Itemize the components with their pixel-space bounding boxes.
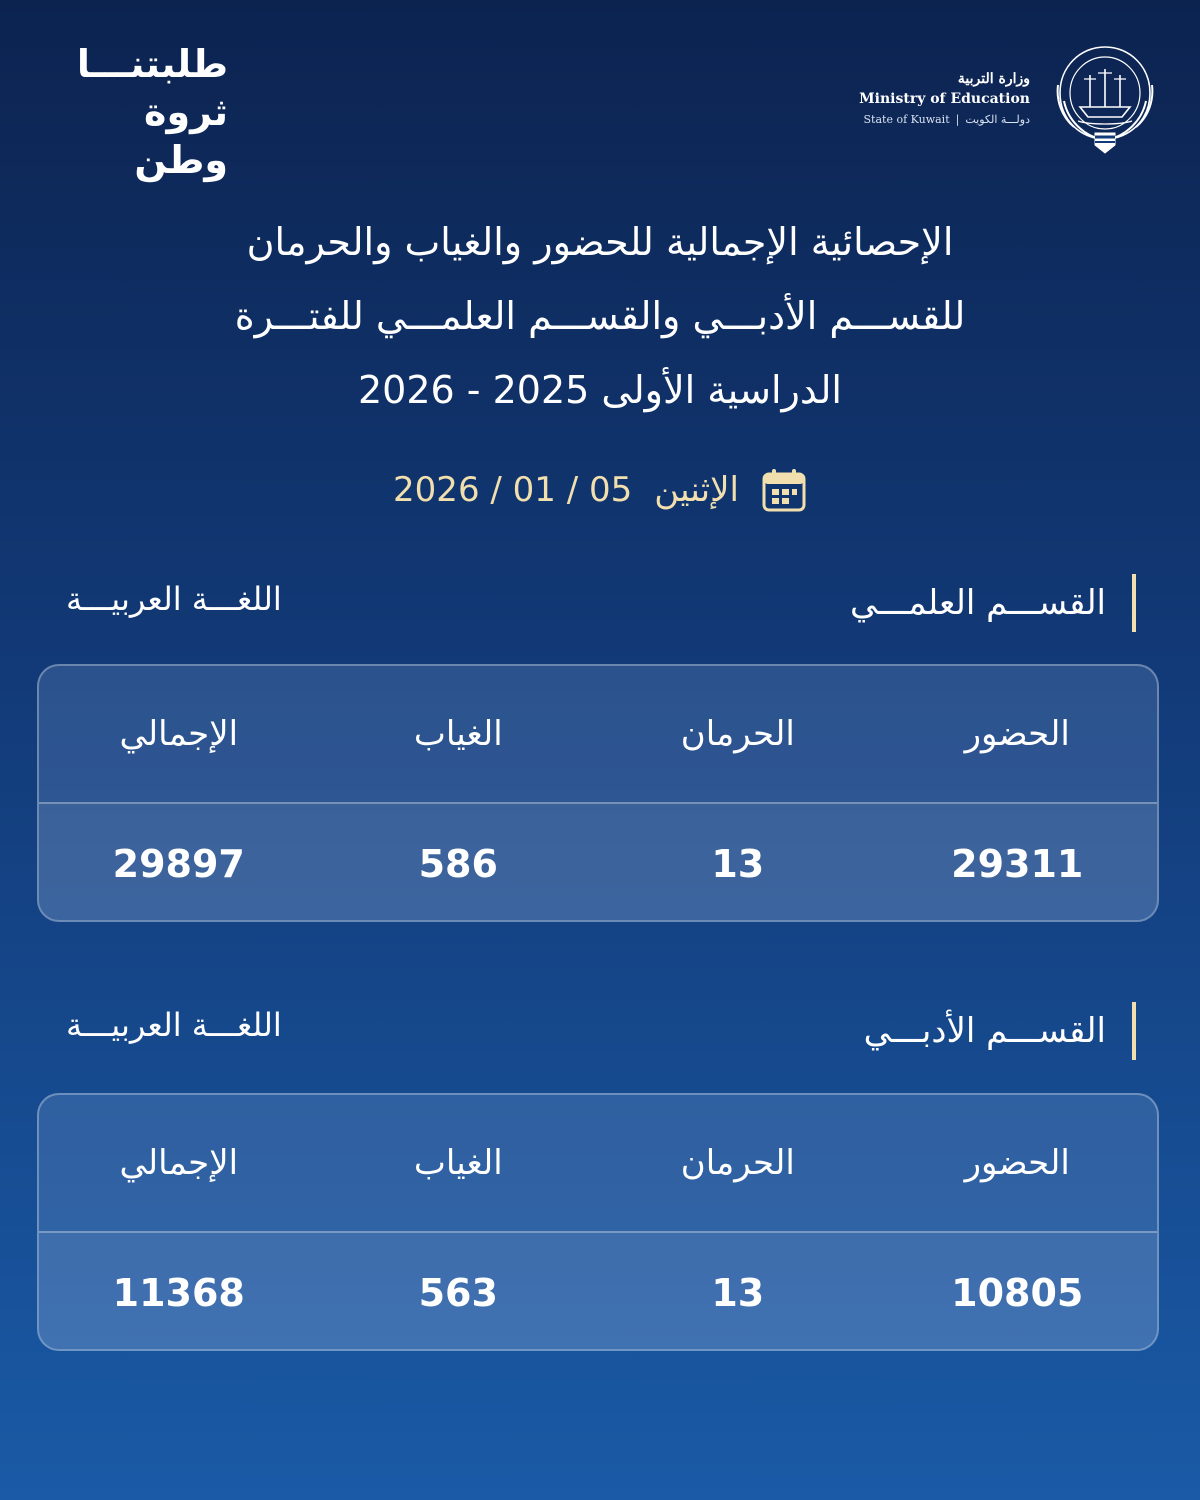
state-name-en: State of Kuwait <box>863 112 950 126</box>
header-absence: الغياب <box>413 714 503 754</box>
date-row <box>0 462 1200 518</box>
header-total: الإجمالي <box>119 1143 239 1183</box>
slogan-line-1: طلبتنـــا <box>76 42 228 86</box>
ministry-text <box>859 71 1030 126</box>
value-total: 29897 <box>112 842 245 886</box>
header-attendance: الحضور <box>964 1143 1070 1183</box>
state-separator: | <box>955 112 960 126</box>
ministry-state <box>859 113 1030 126</box>
value-attendance: 10805 <box>951 1271 1084 1315</box>
slogan-line-2: ثروة وطن <box>134 90 228 182</box>
section-title-literary <box>864 1002 1136 1060</box>
page-title <box>120 205 1080 427</box>
stats-table-literary <box>37 1093 1159 1351</box>
ministry-name-ar: وزارة التربية <box>957 70 1030 87</box>
value-total: 11368 <box>112 1271 245 1315</box>
stats-table-scientific <box>37 664 1159 922</box>
value-attendance: 29311 <box>951 842 1084 886</box>
value-deprivation: 13 <box>711 842 765 886</box>
header-total: الإجمالي <box>119 714 239 754</box>
header-attendance: الحضور <box>964 714 1070 754</box>
title-line-2: للقســـم الأدبـــي والقســـم العلمـــي للفتـــرة <box>234 294 966 338</box>
header-absence: الغياب <box>413 1143 503 1183</box>
title-line-1: الإحصائية الإجمالية للحضور والغياب والحرمان <box>246 220 954 264</box>
date-day: الإثنين <box>654 470 739 510</box>
header-deprivation: الحرمان <box>680 1143 795 1183</box>
title-line-3: الدراسية الأولى 2025 - 2026 <box>358 368 842 412</box>
section-name: القســـم الأدبـــي <box>863 1011 1106 1051</box>
subject-label-scientific: اللغـــة العربيـــة <box>66 580 282 618</box>
table-row <box>39 1233 1157 1351</box>
ministry-logo <box>820 38 1160 158</box>
date-value: 2026 / 01 / 05 <box>393 470 633 510</box>
state-name-ar: دولـــة الكويت <box>965 112 1030 126</box>
table-header-row <box>39 1095 1157 1233</box>
subject-label-literary: اللغـــة العربيـــة <box>66 1006 282 1044</box>
ministry-name-en: Ministry of Education <box>859 90 1030 107</box>
header-deprivation: الحرمان <box>680 714 795 754</box>
calendar-icon <box>761 467 807 513</box>
section-name: القســـم العلمـــي <box>850 583 1106 623</box>
section-title-scientific <box>850 574 1136 632</box>
kuwait-emblem-icon <box>1050 41 1160 156</box>
value-absence: 586 <box>418 842 498 886</box>
value-absence: 563 <box>418 1271 498 1315</box>
value-deprivation: 13 <box>711 1271 765 1315</box>
table-row <box>39 804 1157 922</box>
slogan <box>48 40 228 184</box>
table-header-row <box>39 666 1157 804</box>
